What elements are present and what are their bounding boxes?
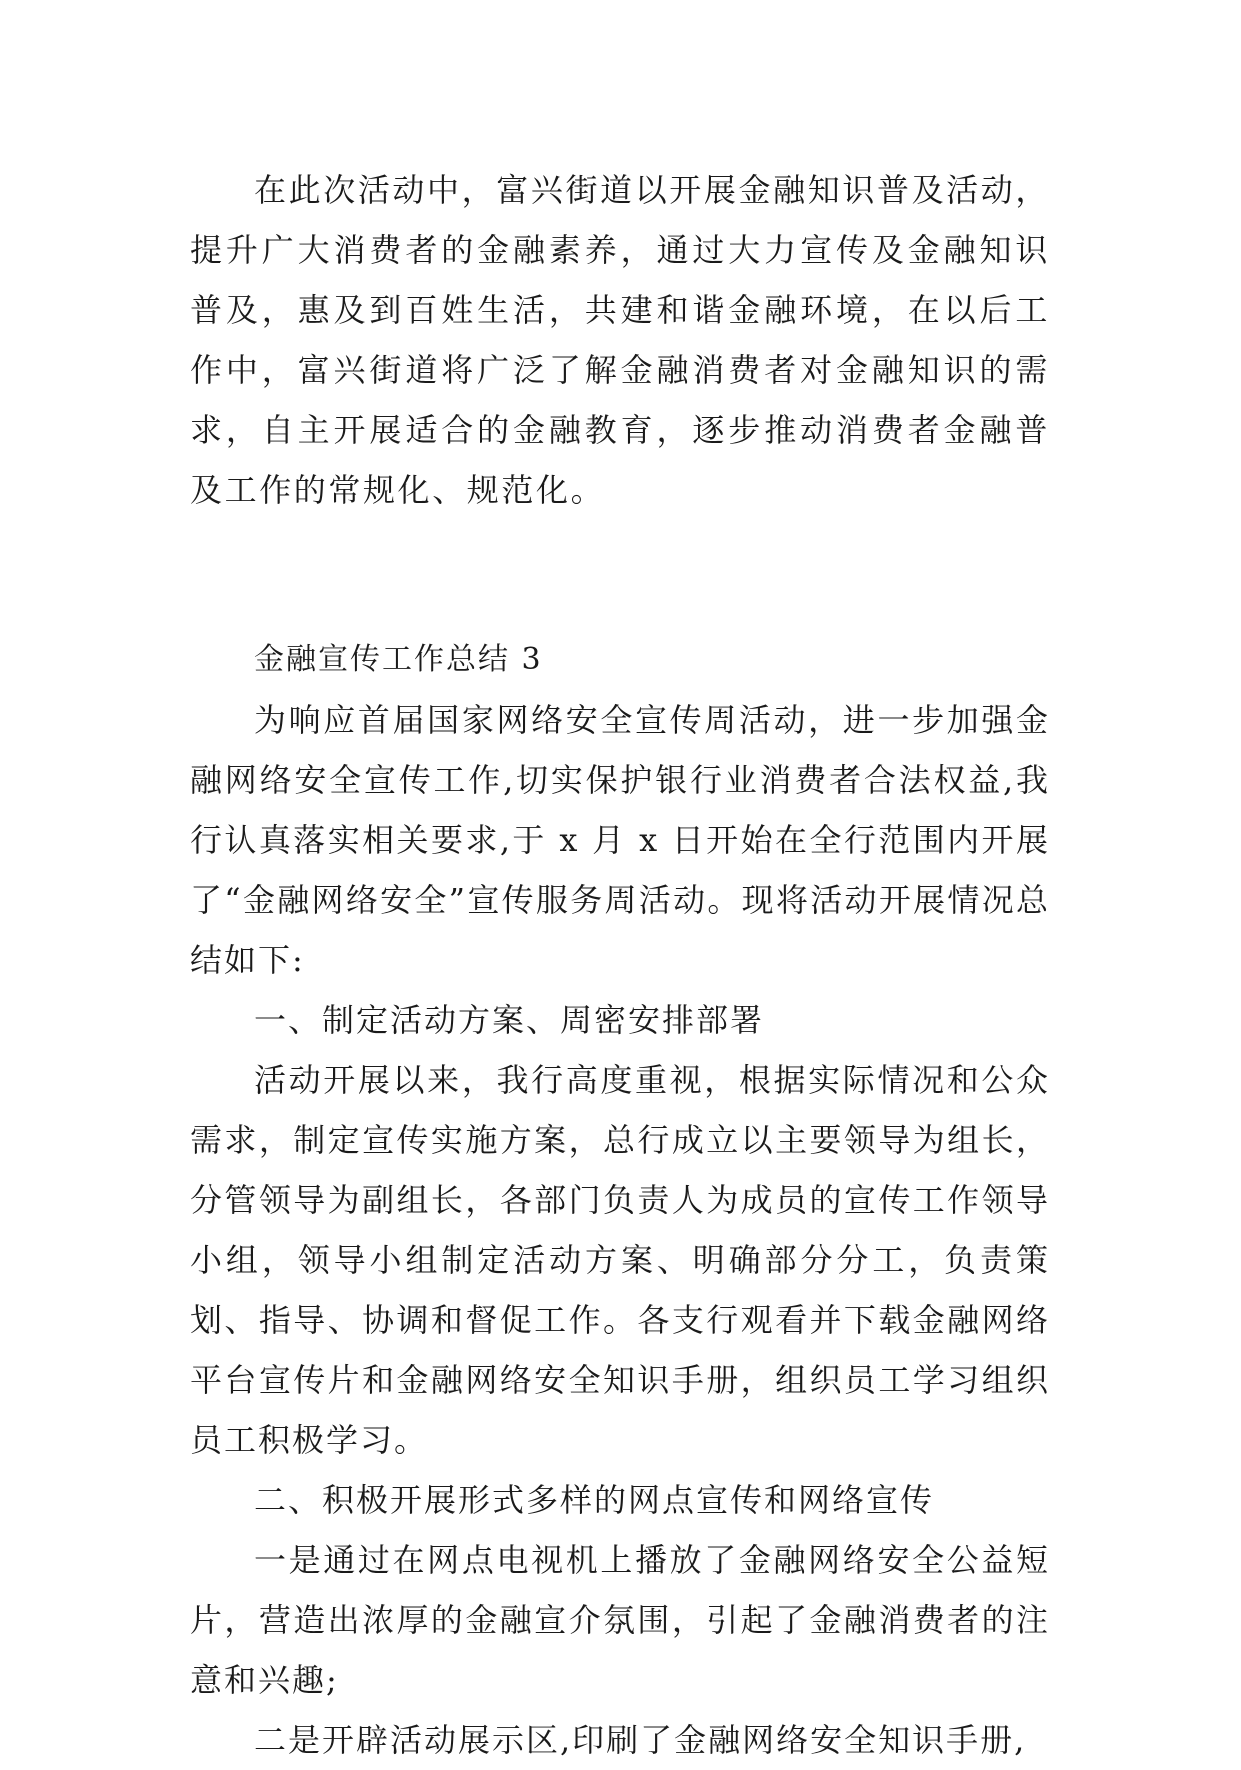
paragraph-plan: 活动开展以来，我行高度重视，根据实际情况和公众需求，制定宣传实施方案，总行成立以主要领导为组长，分管领导为副组长，各部门负责人为成员的宣传工作领导小组，领导小组制定活动方案、明确部分分工，负责策划、指导、协调和督促工作。各支行观看并下载金融网络平台宣传片和金融网络安全知识手册，组织员工学习组织员工积极学习。 — [190, 1061, 1050, 1459]
section-title: 金融宣传工作总结 3 — [254, 642, 543, 677]
heading-plan: 一、制定活动方案、周密安排部署 — [254, 1001, 765, 1039]
document-body — [190, 160, 1050, 1770]
heading-promotion: 二、积极开展形式多样的网点宣传和网络宣传 — [254, 1481, 935, 1519]
section-spacer — [190, 520, 1050, 630]
paragraph-intro: 为响应首届国家网络安全宣传周活动，进一步加强金融网络安全宣传工作,切实保护银行业消费者合法权益,我行认真落实相关要求,于 x 月 x 日开始在全行范围内开展了“金融网络安全”宣传服务周活动。现将活动开展情况总结如下: — [190, 701, 1050, 979]
paragraph-display-area: 二是开辟活动展示区,印刷了金融网络安全知识手册, — [254, 1721, 1027, 1759]
paragraph-tv-promotion: 一是通过在网点电视机上播放了金融网络安全公益短片，营造出浓厚的金融宣介氛围，引起了金融消费者的注意和兴趣; — [190, 1541, 1050, 1699]
paragraph-conclusion: 在此次活动中，富兴街道以开展金融知识普及活动，提升广大消费者的金融素养，通过大力宣传及金融知识普及，惠及到百姓生活，共建和谐金融环境，在以后工作中，富兴街道将广泛了解金融消费者对金融知识的需求，自主开展适合的金融教育，逐步推动消费者金融普及工作的常规化、规范化。 — [190, 171, 1050, 509]
